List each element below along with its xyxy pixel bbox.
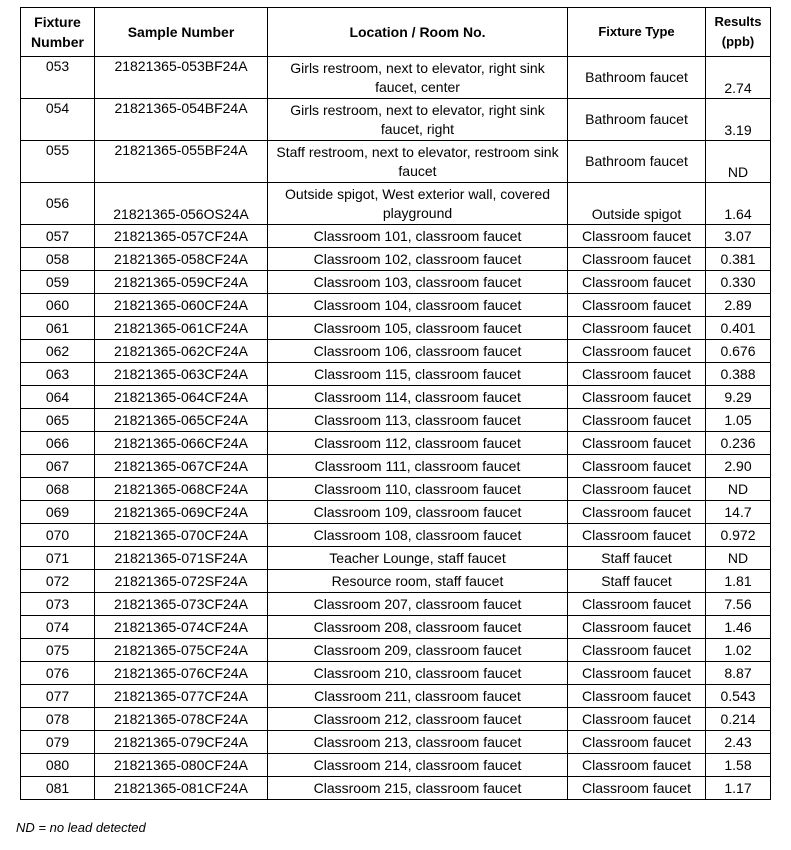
- location-cell: Classroom 103, classroom faucet: [268, 271, 568, 294]
- sample-number-cell: 21821365-053BF24A: [95, 57, 268, 99]
- location-cell: Classroom 115, classroom faucet: [268, 363, 568, 386]
- sample-number-cell: 21821365-055BF24A: [95, 141, 268, 183]
- fixture-type-cell: Bathroom faucet: [568, 99, 706, 141]
- sample-number-cell: 21821365-081CF24A: [95, 777, 268, 800]
- fixture-number-cell: 074: [21, 616, 95, 639]
- sample-number-cell: 21821365-060CF24A: [95, 294, 268, 317]
- table-body: [21, 57, 771, 800]
- table-row: [21, 432, 771, 455]
- header-sample-number: Sample Number: [95, 8, 268, 57]
- result-cell: 1.58: [706, 754, 771, 777]
- location-cell: Resource room, staff faucet: [268, 570, 568, 593]
- result-cell: 0.214: [706, 708, 771, 731]
- fixture-type-cell: Classroom faucet: [568, 248, 706, 271]
- fixture-type-cell: Outside spigot: [568, 183, 706, 225]
- fixture-number-cell: 077: [21, 685, 95, 708]
- location-cell: Classroom 104, classroom faucet: [268, 294, 568, 317]
- fixture-number-cell: 054: [21, 99, 95, 141]
- sample-number-cell: 21821365-061CF24A: [95, 317, 268, 340]
- result-cell: 0.972: [706, 524, 771, 547]
- fixture-number-cell: 076: [21, 662, 95, 685]
- table-row: [21, 141, 771, 183]
- table-row: [21, 685, 771, 708]
- fixture-type-cell: Classroom faucet: [568, 317, 706, 340]
- result-cell: 1.02: [706, 639, 771, 662]
- header-fixture-type: Fixture Type: [568, 8, 706, 57]
- fixture-number-cell: 057: [21, 225, 95, 248]
- sample-number-cell: 21821365-074CF24A: [95, 616, 268, 639]
- sample-number-cell: 21821365-062CF24A: [95, 340, 268, 363]
- sample-number-cell: 21821365-070CF24A: [95, 524, 268, 547]
- sample-number-cell: 21821365-068CF24A: [95, 478, 268, 501]
- location-cell: Classroom 112, classroom faucet: [268, 432, 568, 455]
- fixture-number-cell: 063: [21, 363, 95, 386]
- fixture-type-cell: Classroom faucet: [568, 501, 706, 524]
- location-cell: Girls restroom, next to elevator, right sink faucet, right: [268, 99, 568, 141]
- table-header-row: [21, 8, 771, 57]
- fixture-number-cell: 069: [21, 501, 95, 524]
- table-row: [21, 386, 771, 409]
- result-cell: 1.64: [706, 183, 771, 225]
- table-row: [21, 271, 771, 294]
- fixture-number-cell: 055: [21, 141, 95, 183]
- fixture-type-cell: Classroom faucet: [568, 685, 706, 708]
- sample-number-cell: 21821365-056OS24A: [95, 183, 268, 225]
- fixture-type-cell: Classroom faucet: [568, 616, 706, 639]
- sample-number-cell: 21821365-057CF24A: [95, 225, 268, 248]
- result-cell: 3.19: [706, 99, 771, 141]
- location-cell: Classroom 105, classroom faucet: [268, 317, 568, 340]
- sample-number-cell: 21821365-080CF24A: [95, 754, 268, 777]
- header-results: Results (ppb): [706, 8, 771, 57]
- table-row: [21, 547, 771, 570]
- result-cell: ND: [706, 547, 771, 570]
- location-cell: Classroom 106, classroom faucet: [268, 340, 568, 363]
- fixture-number-cell: 068: [21, 478, 95, 501]
- fixture-number-cell: 067: [21, 455, 95, 478]
- fixture-number-cell: 079: [21, 731, 95, 754]
- table-row: [21, 524, 771, 547]
- sample-number-cell: 21821365-078CF24A: [95, 708, 268, 731]
- fixture-type-cell: Classroom faucet: [568, 363, 706, 386]
- lead-results-table: [20, 7, 771, 800]
- result-cell: ND: [706, 141, 771, 183]
- result-cell: 9.29: [706, 386, 771, 409]
- location-cell: Classroom 111, classroom faucet: [268, 455, 568, 478]
- sample-number-cell: 21821365-077CF24A: [95, 685, 268, 708]
- location-cell: Classroom 207, classroom faucet: [268, 593, 568, 616]
- sample-number-cell: 21821365-064CF24A: [95, 386, 268, 409]
- table-row: [21, 662, 771, 685]
- result-cell: 0.676: [706, 340, 771, 363]
- fixture-type-cell: Classroom faucet: [568, 294, 706, 317]
- fixture-type-cell: Classroom faucet: [568, 409, 706, 432]
- header-location: Location / Room No.: [268, 8, 568, 57]
- fixture-type-cell: Classroom faucet: [568, 524, 706, 547]
- location-cell: Classroom 113, classroom faucet: [268, 409, 568, 432]
- table-row: [21, 731, 771, 754]
- sample-number-cell: 21821365-058CF24A: [95, 248, 268, 271]
- fixture-type-cell: Classroom faucet: [568, 639, 706, 662]
- fixture-number-cell: 064: [21, 386, 95, 409]
- sample-number-cell: 21821365-065CF24A: [95, 409, 268, 432]
- result-cell: 8.87: [706, 662, 771, 685]
- location-cell: Classroom 212, classroom faucet: [268, 708, 568, 731]
- result-cell: 1.05: [706, 409, 771, 432]
- fixture-type-cell: Classroom faucet: [568, 455, 706, 478]
- fixture-type-cell: Classroom faucet: [568, 271, 706, 294]
- location-cell: Classroom 101, classroom faucet: [268, 225, 568, 248]
- fixture-number-cell: 058: [21, 248, 95, 271]
- table-row: [21, 754, 771, 777]
- result-cell: 0.401: [706, 317, 771, 340]
- location-cell: Staff restroom, next to elevator, restroom sink faucet: [268, 141, 568, 183]
- result-cell: 7.56: [706, 593, 771, 616]
- fixture-number-cell: 072: [21, 570, 95, 593]
- table-row: [21, 639, 771, 662]
- fixture-type-cell: Staff faucet: [568, 547, 706, 570]
- location-cell: Classroom 209, classroom faucet: [268, 639, 568, 662]
- sample-number-cell: 21821365-067CF24A: [95, 455, 268, 478]
- fixture-number-cell: 071: [21, 547, 95, 570]
- result-cell: ND: [706, 478, 771, 501]
- result-cell: 1.81: [706, 570, 771, 593]
- result-cell: 0.330: [706, 271, 771, 294]
- table-row: [21, 363, 771, 386]
- location-cell: Classroom 213, classroom faucet: [268, 731, 568, 754]
- fixture-number-cell: 061: [21, 317, 95, 340]
- table-row: [21, 99, 771, 141]
- result-cell: 0.388: [706, 363, 771, 386]
- fixture-number-cell: 053: [21, 57, 95, 99]
- fixture-type-cell: Classroom faucet: [568, 593, 706, 616]
- sample-number-cell: 21821365-059CF24A: [95, 271, 268, 294]
- sample-number-cell: 21821365-069CF24A: [95, 501, 268, 524]
- location-cell: Classroom 109, classroom faucet: [268, 501, 568, 524]
- table-row: [21, 294, 771, 317]
- table-row: [21, 317, 771, 340]
- fixture-type-cell: Classroom faucet: [568, 662, 706, 685]
- result-cell: 2.74: [706, 57, 771, 99]
- fixture-type-cell: Classroom faucet: [568, 225, 706, 248]
- result-cell: 2.89: [706, 294, 771, 317]
- location-cell: Outside spigot, West exterior wall, covered playground: [268, 183, 568, 225]
- location-cell: Classroom 114, classroom faucet: [268, 386, 568, 409]
- table-row: [21, 501, 771, 524]
- sample-number-cell: 21821365-054BF24A: [95, 99, 268, 141]
- result-cell: 2.43: [706, 731, 771, 754]
- table-row: [21, 340, 771, 363]
- fixture-number-cell: 065: [21, 409, 95, 432]
- result-cell: 0.236: [706, 432, 771, 455]
- fixture-number-cell: 059: [21, 271, 95, 294]
- location-cell: Classroom 102, classroom faucet: [268, 248, 568, 271]
- location-cell: Classroom 214, classroom faucet: [268, 754, 568, 777]
- fixture-number-cell: 081: [21, 777, 95, 800]
- sample-number-cell: 21821365-079CF24A: [95, 731, 268, 754]
- result-cell: 3.07: [706, 225, 771, 248]
- result-cell: 0.543: [706, 685, 771, 708]
- table-row: [21, 225, 771, 248]
- fixture-type-cell: Classroom faucet: [568, 731, 706, 754]
- location-cell: Classroom 208, classroom faucet: [268, 616, 568, 639]
- table-row: [21, 478, 771, 501]
- location-cell: Classroom 215, classroom faucet: [268, 777, 568, 800]
- result-cell: 14.7: [706, 501, 771, 524]
- fixture-type-cell: Classroom faucet: [568, 708, 706, 731]
- fixture-number-cell: 062: [21, 340, 95, 363]
- table-row: [21, 708, 771, 731]
- result-cell: 1.46: [706, 616, 771, 639]
- fixture-type-cell: Classroom faucet: [568, 432, 706, 455]
- location-cell: Classroom 108, classroom faucet: [268, 524, 568, 547]
- location-cell: Classroom 110, classroom faucet: [268, 478, 568, 501]
- sample-number-cell: 21821365-063CF24A: [95, 363, 268, 386]
- table-row: [21, 248, 771, 271]
- fixture-number-cell: 060: [21, 294, 95, 317]
- fixture-number-cell: 070: [21, 524, 95, 547]
- footnote: ND = no lead detected: [16, 820, 146, 835]
- sample-number-cell: 21821365-066CF24A: [95, 432, 268, 455]
- sample-number-cell: 21821365-075CF24A: [95, 639, 268, 662]
- fixture-number-cell: 066: [21, 432, 95, 455]
- table-row: [21, 616, 771, 639]
- fixture-type-cell: Staff faucet: [568, 570, 706, 593]
- fixture-type-cell: Classroom faucet: [568, 478, 706, 501]
- location-cell: Teacher Lounge, staff faucet: [268, 547, 568, 570]
- table-row: [21, 455, 771, 478]
- fixture-number-cell: 075: [21, 639, 95, 662]
- table-row: [21, 777, 771, 800]
- table-row: [21, 570, 771, 593]
- result-cell: 2.90: [706, 455, 771, 478]
- table-row: [21, 183, 771, 225]
- table-row: [21, 593, 771, 616]
- fixture-type-cell: Bathroom faucet: [568, 57, 706, 99]
- fixture-number-cell: 078: [21, 708, 95, 731]
- fixture-type-cell: Bathroom faucet: [568, 141, 706, 183]
- table-row: [21, 57, 771, 99]
- fixture-type-cell: Classroom faucet: [568, 777, 706, 800]
- fixture-type-cell: Classroom faucet: [568, 754, 706, 777]
- location-cell: Girls restroom, next to elevator, right sink faucet, center: [268, 57, 568, 99]
- table-row: [21, 409, 771, 432]
- location-cell: Classroom 210, classroom faucet: [268, 662, 568, 685]
- result-cell: 1.17: [706, 777, 771, 800]
- sample-number-cell: 21821365-076CF24A: [95, 662, 268, 685]
- fixture-type-cell: Classroom faucet: [568, 340, 706, 363]
- sample-number-cell: 21821365-072SF24A: [95, 570, 268, 593]
- fixture-number-cell: 080: [21, 754, 95, 777]
- fixture-number-cell: 073: [21, 593, 95, 616]
- fixture-number-cell: 056: [21, 183, 95, 225]
- fixture-type-cell: Classroom faucet: [568, 386, 706, 409]
- header-fixture-number: Fixture Number: [21, 8, 95, 57]
- sample-number-cell: 21821365-073CF24A: [95, 593, 268, 616]
- location-cell: Classroom 211, classroom faucet: [268, 685, 568, 708]
- sample-number-cell: 21821365-071SF24A: [95, 547, 268, 570]
- result-cell: 0.381: [706, 248, 771, 271]
